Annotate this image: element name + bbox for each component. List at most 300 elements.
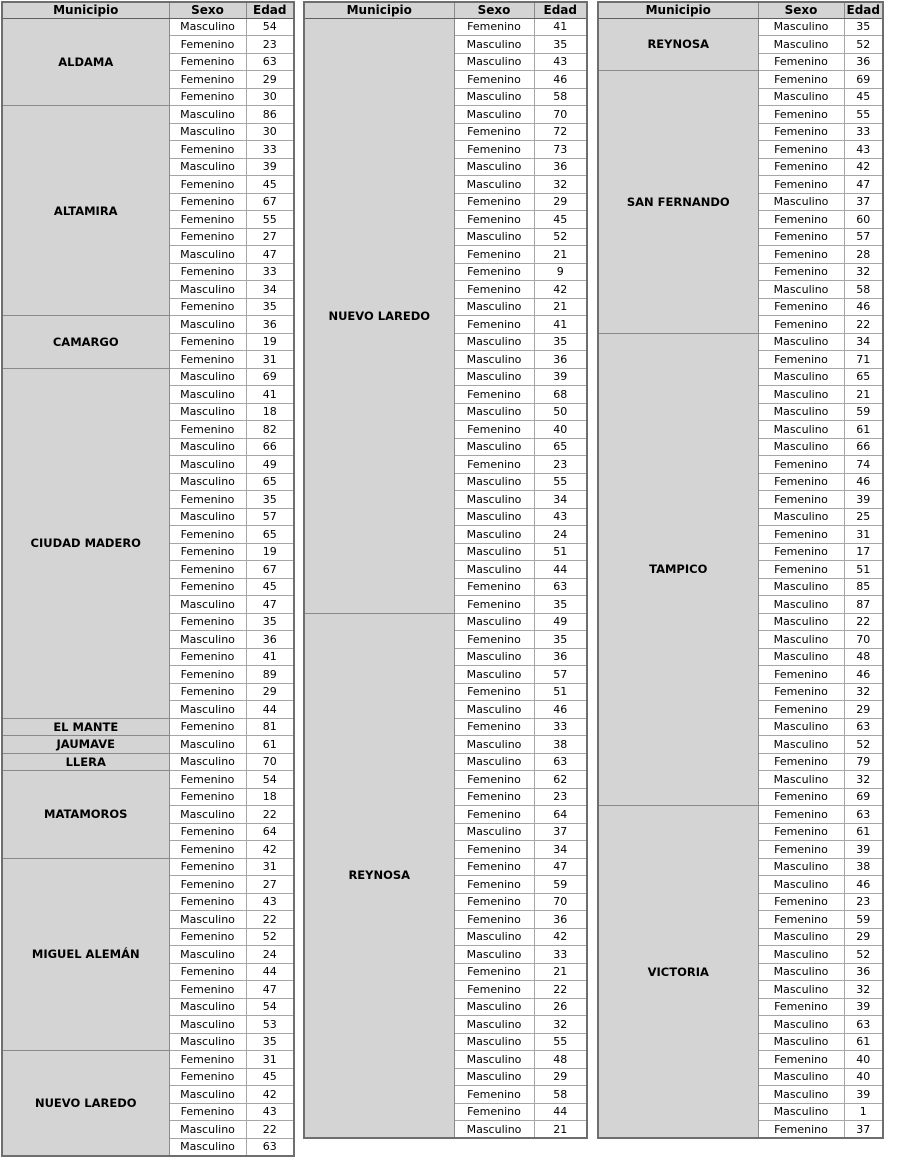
edad-cell: 23 — [534, 788, 587, 806]
sexo-cell: Masculino — [758, 403, 844, 421]
sexo-cell: Femenino — [454, 141, 534, 159]
edad-cell: 89 — [246, 666, 294, 684]
edad-cell: 24 — [246, 946, 294, 964]
sexo-cell: Masculino — [454, 368, 534, 386]
edad-cell: 86 — [246, 106, 294, 124]
sexo-cell: Femenino — [758, 298, 844, 316]
edad-cell: 52 — [844, 736, 883, 754]
sexo-cell: Masculino — [758, 1068, 844, 1086]
edad-cell: 62 — [534, 771, 587, 789]
table-row — [304, 613, 587, 631]
edad-cell: 65 — [534, 438, 587, 456]
edad-cell: 87 — [844, 596, 883, 614]
edad-cell: 35 — [534, 36, 587, 54]
sexo-cell: Femenino — [169, 578, 246, 596]
edad-cell: 70 — [246, 753, 294, 771]
sexo-cell: Femenino — [758, 71, 844, 89]
edad-cell: 31 — [246, 858, 294, 876]
sexo-cell: Masculino — [758, 771, 844, 789]
sexo-cell: Femenino — [454, 456, 534, 474]
sexo-cell: Masculino — [454, 228, 534, 246]
table-row — [2, 106, 294, 124]
municipio-cell: VICTORIA — [598, 806, 758, 1139]
table-column-3 — [597, 1, 884, 1139]
sexo-cell: Masculino — [454, 106, 534, 124]
sexo-cell: Femenino — [758, 123, 844, 141]
sexo-cell: Masculino — [758, 981, 844, 999]
edad-cell: 57 — [844, 228, 883, 246]
sexo-cell: Masculino — [454, 1051, 534, 1069]
sexo-cell: Femenino — [169, 491, 246, 509]
sexo-cell: Femenino — [169, 543, 246, 561]
edad-cell: 44 — [534, 561, 587, 579]
edad-cell: 54 — [246, 18, 294, 36]
edad-cell: 23 — [844, 893, 883, 911]
sexo-cell: Femenino — [758, 1121, 844, 1139]
edad-cell: 65 — [246, 526, 294, 544]
sexo-cell: Masculino — [454, 543, 534, 561]
edad-cell: 1 — [844, 1103, 883, 1121]
edad-cell: 58 — [844, 281, 883, 299]
edad-cell: 19 — [246, 333, 294, 351]
sexo-cell: Femenino — [758, 211, 844, 229]
edad-cell: 48 — [534, 1051, 587, 1069]
sexo-cell: Femenino — [169, 421, 246, 439]
sexo-cell: Femenino — [758, 141, 844, 159]
sexo-cell: Femenino — [758, 841, 844, 859]
sexo-cell: Femenino — [169, 718, 246, 736]
table-row — [598, 71, 883, 89]
edad-cell: 63 — [246, 53, 294, 71]
sexo-cell: Masculino — [454, 823, 534, 841]
edad-cell: 46 — [844, 473, 883, 491]
edad-cell: 32 — [844, 263, 883, 281]
sexo-cell: Femenino — [758, 246, 844, 264]
sexo-cell: Femenino — [758, 473, 844, 491]
sexo-cell: Masculino — [758, 596, 844, 614]
edad-cell: 43 — [246, 893, 294, 911]
edad-cell: 51 — [844, 561, 883, 579]
edad-cell: 31 — [246, 351, 294, 369]
table-row — [2, 858, 294, 876]
edad-cell: 61 — [844, 1033, 883, 1051]
sexo-cell: Femenino — [454, 771, 534, 789]
edad-cell: 51 — [534, 683, 587, 701]
sexo-cell: Masculino — [454, 36, 534, 54]
municipio-cell: LLERA — [2, 753, 169, 771]
edad-cell: 47 — [246, 596, 294, 614]
sexo-cell: Masculino — [454, 1121, 534, 1139]
sexo-cell: Masculino — [169, 946, 246, 964]
sexo-cell: Femenino — [758, 788, 844, 806]
edad-cell: 39 — [844, 998, 883, 1016]
sexo-cell: Femenino — [169, 193, 246, 211]
edad-cell: 25 — [844, 508, 883, 526]
municipio-cell: MATAMOROS — [2, 771, 169, 859]
edad-cell: 45 — [246, 176, 294, 194]
sexo-cell: Femenino — [758, 998, 844, 1016]
table-column-1 — [1, 1, 295, 1157]
edad-cell: 46 — [844, 876, 883, 894]
sexo-cell: Masculino — [169, 281, 246, 299]
sexo-cell: Masculino — [169, 508, 246, 526]
sexo-cell: Femenino — [758, 106, 844, 124]
sexo-cell: Femenino — [454, 123, 534, 141]
sexo-cell: Masculino — [169, 998, 246, 1016]
sexo-cell: Masculino — [758, 193, 844, 211]
sexo-cell: Femenino — [169, 53, 246, 71]
sexo-cell: Masculino — [758, 386, 844, 404]
sexo-cell: Masculino — [454, 508, 534, 526]
table-row — [2, 316, 294, 334]
sexo-cell: Femenino — [169, 981, 246, 999]
sexo-cell: Masculino — [454, 946, 534, 964]
edad-cell: 61 — [246, 736, 294, 754]
sexo-cell: Femenino — [758, 1051, 844, 1069]
edad-cell: 49 — [534, 613, 587, 631]
sexo-cell: Masculino — [169, 631, 246, 649]
edad-cell: 65 — [844, 368, 883, 386]
sexo-cell: Masculino — [169, 701, 246, 719]
sexo-cell: Masculino — [758, 508, 844, 526]
sexo-cell: Masculino — [169, 18, 246, 36]
municipio-cell: TAMPICO — [598, 333, 758, 806]
header-sexo: Sexo — [454, 2, 534, 18]
edad-cell: 35 — [534, 596, 587, 614]
sexo-cell: Masculino — [169, 596, 246, 614]
municipio-cell: CAMARGO — [2, 316, 169, 369]
edad-cell: 32 — [844, 981, 883, 999]
sexo-cell: Femenino — [454, 911, 534, 929]
edad-cell: 47 — [844, 176, 883, 194]
edad-cell: 32 — [844, 683, 883, 701]
edad-cell: 55 — [246, 211, 294, 229]
sexo-cell: Masculino — [758, 281, 844, 299]
edad-cell: 55 — [534, 473, 587, 491]
sexo-cell: Femenino — [758, 158, 844, 176]
sexo-cell: Femenino — [758, 491, 844, 509]
edad-cell: 26 — [534, 998, 587, 1016]
edad-cell: 35 — [844, 18, 883, 36]
edad-cell: 29 — [534, 1068, 587, 1086]
sexo-cell: Femenino — [169, 263, 246, 281]
sexo-cell: Masculino — [169, 806, 246, 824]
sexo-cell: Masculino — [758, 88, 844, 106]
edad-cell: 21 — [534, 246, 587, 264]
edad-cell: 33 — [246, 263, 294, 281]
sexo-cell: Femenino — [454, 718, 534, 736]
edad-cell: 81 — [246, 718, 294, 736]
edad-cell: 9 — [534, 263, 587, 281]
sexo-cell: Masculino — [454, 648, 534, 666]
sexo-cell: Femenino — [454, 246, 534, 264]
sexo-cell: Masculino — [169, 1138, 246, 1156]
header-sexo: Sexo — [169, 2, 246, 18]
sexo-cell: Masculino — [758, 718, 844, 736]
edad-cell: 41 — [246, 648, 294, 666]
sexo-cell: Femenino — [169, 526, 246, 544]
sexo-cell: Femenino — [169, 928, 246, 946]
sexo-cell: Femenino — [454, 18, 534, 36]
sexo-cell: Masculino — [454, 613, 534, 631]
sexo-cell: Masculino — [758, 1033, 844, 1051]
edad-cell: 38 — [844, 858, 883, 876]
edad-cell: 46 — [534, 71, 587, 89]
sexo-cell: Femenino — [454, 963, 534, 981]
sexo-cell: Femenino — [454, 683, 534, 701]
sexo-cell: Femenino — [169, 1068, 246, 1086]
edad-cell: 61 — [844, 823, 883, 841]
edad-cell: 36 — [534, 158, 587, 176]
sexo-cell: Femenino — [454, 806, 534, 824]
edad-cell: 55 — [534, 1033, 587, 1051]
edad-cell: 29 — [534, 193, 587, 211]
sexo-cell: Femenino — [758, 228, 844, 246]
edad-cell: 35 — [246, 491, 294, 509]
edad-cell: 71 — [844, 351, 883, 369]
sexo-cell: Masculino — [454, 1016, 534, 1034]
edad-cell: 42 — [534, 281, 587, 299]
sexo-cell: Masculino — [169, 246, 246, 264]
header-sexo: Sexo — [758, 2, 844, 18]
sexo-cell: Masculino — [758, 1016, 844, 1034]
header-edad: Edad — [534, 2, 587, 18]
edad-cell: 33 — [246, 141, 294, 159]
edad-cell: 22 — [246, 911, 294, 929]
sexo-cell: Masculino — [454, 666, 534, 684]
sexo-cell: Femenino — [454, 316, 534, 334]
edad-cell: 38 — [534, 736, 587, 754]
edad-cell: 67 — [246, 193, 294, 211]
edad-cell: 32 — [534, 176, 587, 194]
sexo-cell: Femenino — [454, 876, 534, 894]
edad-cell: 42 — [246, 841, 294, 859]
sexo-cell: Masculino — [169, 368, 246, 386]
sexo-cell: Masculino — [169, 1121, 246, 1139]
edad-cell: 49 — [246, 456, 294, 474]
edad-cell: 18 — [246, 788, 294, 806]
edad-cell: 52 — [844, 946, 883, 964]
sexo-cell: Femenino — [758, 263, 844, 281]
edad-cell: 64 — [246, 823, 294, 841]
sexo-cell: Femenino — [169, 893, 246, 911]
sexo-cell: Femenino — [454, 421, 534, 439]
edad-cell: 79 — [844, 753, 883, 771]
edad-cell: 59 — [844, 403, 883, 421]
edad-cell: 37 — [844, 193, 883, 211]
sexo-cell: Femenino — [169, 333, 246, 351]
sexo-cell: Femenino — [758, 911, 844, 929]
sexo-cell: Femenino — [758, 683, 844, 701]
sexo-cell: Femenino — [169, 823, 246, 841]
municipio-cell: CIUDAD MADERO — [2, 368, 169, 718]
edad-cell: 47 — [534, 858, 587, 876]
sexo-cell: Femenino — [758, 316, 844, 334]
municipio-cell: SAN FERNANDO — [598, 71, 758, 334]
sexo-cell: Femenino — [758, 701, 844, 719]
edad-cell: 45 — [246, 578, 294, 596]
edad-cell: 36 — [844, 963, 883, 981]
edad-cell: 33 — [534, 718, 587, 736]
sexo-cell: Masculino — [454, 928, 534, 946]
edad-cell: 44 — [246, 963, 294, 981]
table-row — [2, 18, 294, 36]
sexo-cell: Femenino — [169, 351, 246, 369]
edad-cell: 30 — [246, 88, 294, 106]
sexo-cell: Femenino — [169, 841, 246, 859]
edad-cell: 19 — [246, 543, 294, 561]
edad-cell: 35 — [246, 298, 294, 316]
table-row — [304, 18, 587, 36]
sexo-cell: Femenino — [169, 858, 246, 876]
sexo-cell: Femenino — [169, 876, 246, 894]
edad-cell: 34 — [844, 333, 883, 351]
edad-cell: 22 — [844, 613, 883, 631]
sexo-cell: Femenino — [454, 893, 534, 911]
edad-cell: 32 — [844, 771, 883, 789]
header-row — [598, 2, 883, 18]
sexo-cell: Masculino — [169, 456, 246, 474]
edad-cell: 29 — [246, 71, 294, 89]
edad-cell: 42 — [844, 158, 883, 176]
sexo-cell: Masculino — [454, 438, 534, 456]
edad-cell: 72 — [534, 123, 587, 141]
edad-cell: 34 — [534, 841, 587, 859]
sexo-cell: Masculino — [454, 561, 534, 579]
edad-cell: 58 — [534, 1086, 587, 1104]
sexo-cell: Femenino — [454, 1103, 534, 1121]
edad-cell: 63 — [844, 806, 883, 824]
municipio-cell: EL MANTE — [2, 718, 169, 736]
sexo-cell: Femenino — [758, 176, 844, 194]
sexo-cell: Masculino — [758, 858, 844, 876]
municipio-cell: REYNOSA — [598, 18, 758, 71]
table-row — [598, 333, 883, 351]
sexo-cell: Femenino — [169, 963, 246, 981]
sexo-cell: Femenino — [758, 806, 844, 824]
sexo-cell: Masculino — [758, 1086, 844, 1104]
edad-cell: 36 — [844, 53, 883, 71]
table-row — [2, 771, 294, 789]
sexo-cell: Femenino — [758, 823, 844, 841]
sexo-cell: Masculino — [758, 928, 844, 946]
sexo-cell: Femenino — [169, 648, 246, 666]
edad-cell: 29 — [844, 928, 883, 946]
sexo-cell: Femenino — [454, 631, 534, 649]
edad-cell: 31 — [246, 1051, 294, 1069]
edad-cell: 57 — [246, 508, 294, 526]
edad-cell: 33 — [844, 123, 883, 141]
sexo-cell: Femenino — [454, 981, 534, 999]
sexo-cell: Femenino — [454, 71, 534, 89]
sexo-cell: Masculino — [758, 613, 844, 631]
edad-cell: 70 — [534, 893, 587, 911]
edad-cell: 45 — [246, 1068, 294, 1086]
sexo-cell: Femenino — [169, 1051, 246, 1069]
edad-cell: 37 — [844, 1121, 883, 1139]
edad-cell: 41 — [534, 18, 587, 36]
edad-cell: 42 — [246, 1086, 294, 1104]
edad-cell: 29 — [246, 683, 294, 701]
sexo-cell: Femenino — [758, 753, 844, 771]
edad-cell: 21 — [534, 1121, 587, 1139]
sexo-cell: Masculino — [169, 1033, 246, 1051]
sexo-cell: Masculino — [758, 36, 844, 54]
edad-cell: 17 — [844, 543, 883, 561]
edad-cell: 50 — [534, 403, 587, 421]
edad-cell: 27 — [246, 228, 294, 246]
header-row — [2, 2, 294, 18]
edad-cell: 22 — [246, 806, 294, 824]
municipio-cell: MIGUEL ALEMÁN — [2, 858, 169, 1051]
sexo-cell: Femenino — [169, 176, 246, 194]
edad-cell: 66 — [844, 438, 883, 456]
edad-cell: 28 — [844, 246, 883, 264]
edad-cell: 43 — [534, 53, 587, 71]
sexo-cell: Masculino — [169, 123, 246, 141]
edad-cell: 21 — [534, 298, 587, 316]
sexo-cell: Masculino — [169, 1086, 246, 1104]
table-row — [598, 806, 883, 824]
edad-cell: 22 — [246, 1121, 294, 1139]
edad-cell: 39 — [844, 1086, 883, 1104]
sexo-cell: Femenino — [758, 526, 844, 544]
edad-cell: 36 — [246, 316, 294, 334]
edad-cell: 65 — [246, 473, 294, 491]
sexo-cell: Masculino — [169, 106, 246, 124]
sexo-cell: Masculino — [454, 701, 534, 719]
edad-cell: 63 — [534, 578, 587, 596]
edad-cell: 42 — [534, 928, 587, 946]
sexo-cell: Masculino — [169, 403, 246, 421]
edad-cell: 74 — [844, 456, 883, 474]
edad-cell: 69 — [246, 368, 294, 386]
edad-cell: 21 — [534, 963, 587, 981]
edad-cell: 54 — [246, 771, 294, 789]
sexo-cell: Masculino — [454, 1068, 534, 1086]
sexo-cell: Masculino — [169, 473, 246, 491]
edad-cell: 41 — [246, 386, 294, 404]
table-row — [2, 718, 294, 736]
edad-cell: 24 — [534, 526, 587, 544]
sexo-cell: Femenino — [758, 543, 844, 561]
table-column-2 — [303, 1, 588, 1139]
sexo-cell: Femenino — [454, 281, 534, 299]
sexo-cell: Femenino — [758, 53, 844, 71]
edad-cell: 73 — [534, 141, 587, 159]
sexo-cell: Masculino — [454, 526, 534, 544]
edad-cell: 22 — [534, 981, 587, 999]
sexo-cell: Masculino — [758, 648, 844, 666]
edad-cell: 36 — [534, 911, 587, 929]
table-row — [2, 368, 294, 386]
edad-cell: 52 — [534, 228, 587, 246]
edad-cell: 51 — [534, 543, 587, 561]
sexo-cell: Masculino — [758, 578, 844, 596]
sexo-cell: Femenino — [454, 788, 534, 806]
edad-cell: 23 — [534, 456, 587, 474]
edad-cell: 43 — [246, 1103, 294, 1121]
edad-cell: 46 — [534, 701, 587, 719]
edad-cell: 22 — [844, 316, 883, 334]
edad-cell: 44 — [534, 1103, 587, 1121]
sexo-cell: Femenino — [454, 193, 534, 211]
edad-cell: 46 — [844, 298, 883, 316]
edad-cell: 40 — [844, 1051, 883, 1069]
edad-cell: 63 — [246, 1138, 294, 1156]
sexo-cell: Femenino — [758, 351, 844, 369]
edad-cell: 43 — [534, 508, 587, 526]
